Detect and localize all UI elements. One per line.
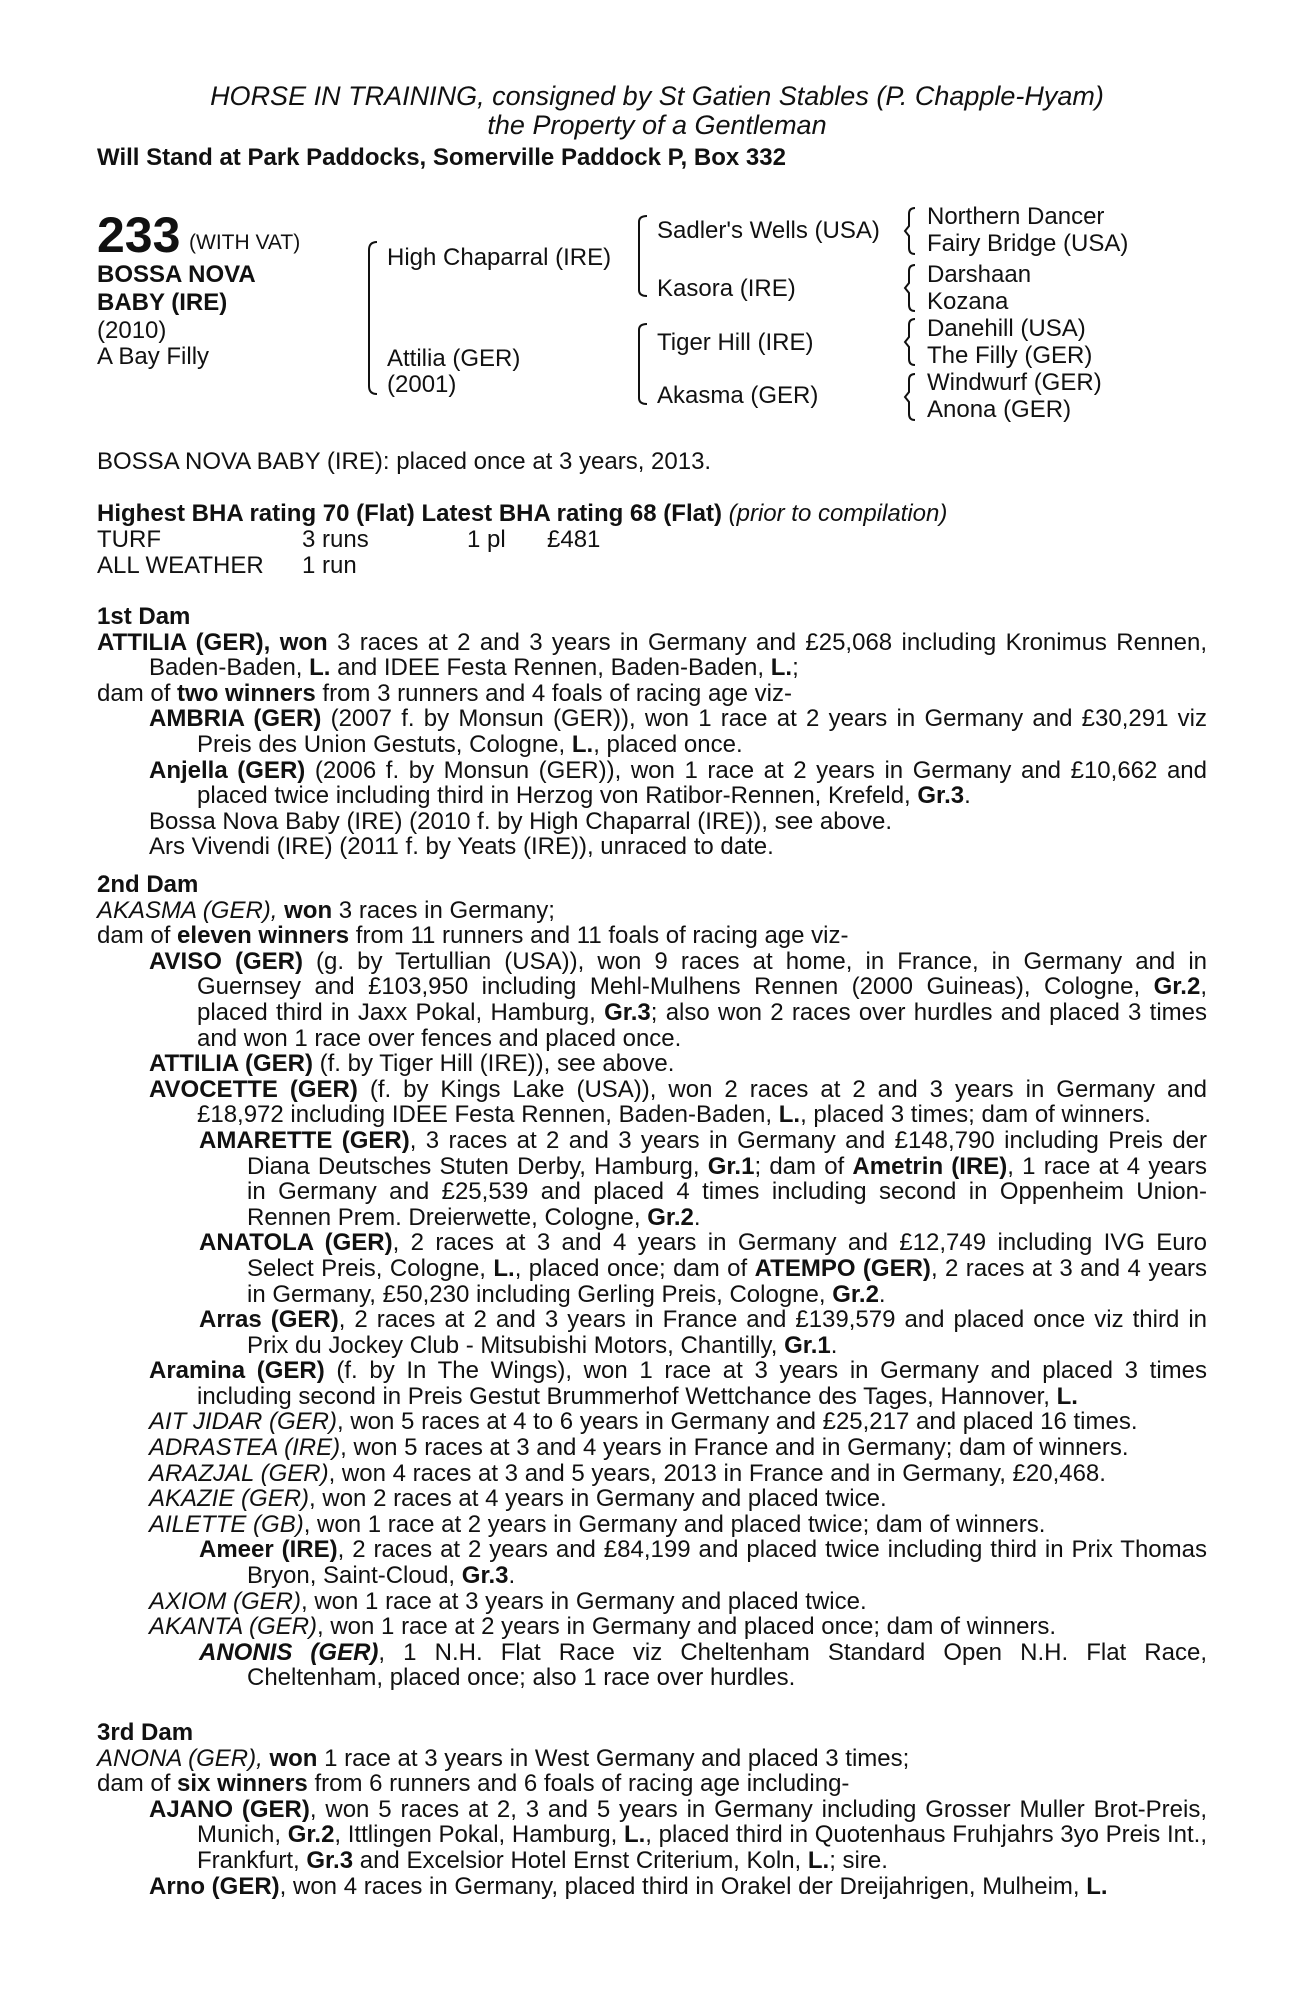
produce-anonis [97, 1640, 1207, 1691]
won-label: won [279, 628, 328, 656]
produce-ambria [97, 706, 1207, 757]
record-text: , 3 races at 2 and 3 years in Germany and £148,790 including Preis der Diana Deutsches Stuten Derby, Hamburg, [247, 1126, 1208, 1180]
turf-earnings: £481 [547, 526, 601, 553]
third-dam-section [97, 1720, 1207, 1899]
bha-rating-line [97, 501, 947, 527]
record-text: . [693, 1203, 701, 1231]
record-text: , placed once; dam of [514, 1254, 755, 1282]
record-text: . [878, 1280, 886, 1308]
horse-name-line1: BOSSA NOVA [97, 261, 256, 288]
group-label: Gr.1 [707, 1152, 755, 1180]
produce-ars-vivendi: Ars Vivendi (IRE) (2011 f. by Yeats (IRE)), unraced to date. [149, 833, 774, 861]
pedigree-bracket-sd [905, 263, 925, 319]
pedigree-ds: Tiger Hill (IRE) [657, 329, 814, 356]
produce-ailette [97, 1512, 1207, 1538]
horse-name: Ametrin (IRE) [852, 1152, 1008, 1180]
turf-runs: 3 runs [302, 526, 369, 553]
property-line: the Property of a Gentleman [487, 110, 827, 140]
produce-ameer [97, 1537, 1207, 1588]
won-label: won [284, 896, 333, 924]
group-label: Gr.3 [917, 782, 965, 810]
pedigree-sds: Darshaan [927, 261, 1032, 288]
record-text: 1 race at 3 years in West Germany and placed 3 times; [317, 1744, 910, 1772]
produce-aviso [97, 949, 1207, 1051]
record-text: , 2 races at 3 and 4 years in Germany and £12,749 including IVG Euro Select Preis, Cologne, [247, 1229, 1207, 1282]
second-dam-produce-summary [97, 923, 1207, 949]
record-text: and Excelsior Hotel Ernst Criterium, Koln, [353, 1846, 808, 1874]
record-text: , won 1 race at 2 years in Germany and placed twice; dam of winners. [303, 1510, 1046, 1538]
listed-label: L. [1086, 1872, 1108, 1900]
record-text: (g. by Tertullian (USA)), won 9 races at home, in France, in Germany and in Guernsey and £103,950 including Mehl-Mulhens Rennen (2000 Guineas), Cologne, [197, 947, 1208, 1001]
second-dam-section [97, 872, 1207, 1691]
listed-label: L. [309, 654, 331, 682]
lot-number: 233 [97, 207, 181, 263]
listed-label: L. [571, 730, 594, 758]
horse-name: ARAZJAL (GER) [149, 1459, 329, 1487]
pedigree-bracket-dam [637, 322, 657, 412]
record-text: , placed 3 times; dam of winners. [800, 1101, 1151, 1129]
produce-bossa-nova-baby: Bossa Nova Baby (IRE) (2010 f. by High Chaparral (IRE)), see above. [149, 807, 892, 835]
group-label: Gr.2 [832, 1280, 879, 1308]
record-text: (2007 f. by Monsun (GER)), won 1 race at 2 years in Germany and £30,291 viz Preis des Union Gestuts, Cologne, [197, 705, 1207, 758]
pedigree-sdd: Kozana [927, 288, 1009, 315]
horse-name: AIT JIDAR (GER) [149, 1408, 338, 1436]
produce-anatola [97, 1230, 1207, 1307]
horse-name: ANONIS (GER) [199, 1638, 379, 1666]
horse-name: AXIOM (GER) [149, 1587, 302, 1615]
record-text: , placed once. [593, 730, 743, 758]
pedigree-ss: Sadler's Wells (USA) [657, 217, 880, 244]
pedigree-bracket-sire [637, 214, 657, 304]
turf-label: TURF [97, 526, 161, 553]
winners-count: two winners [177, 679, 316, 707]
record-text: from 3 runners and 4 foals of racing age viz- [315, 679, 792, 707]
record-text: , won 2 races at 4 years in Germany and placed twice. [309, 1485, 887, 1513]
horse-year: (2010) [97, 317, 167, 344]
horse-name-line2: BABY (IRE) [97, 289, 228, 316]
third-dam-name: ANONA (GER), [97, 1744, 263, 1772]
record-text: , 2 races at 2 years and £84,199 and placed twice including third in Prix Thomas Bryon, Saint-Cloud, [247, 1536, 1207, 1590]
first-dam-record [97, 630, 1207, 681]
listed-label: L. [493, 1254, 515, 1282]
horse-name: Aramina (GER) [149, 1357, 325, 1385]
horse-name: AVISO (GER) [149, 947, 303, 975]
pedigree-dam: Attilia (GER) [387, 345, 521, 372]
pedigree-dd: Akasma (GER) [657, 382, 819, 409]
record-text: , won 4 races in Germany, placed third in Orakel der Dreijahrigen, Mulheim, [279, 1872, 1087, 1900]
record-text: and IDEE Festa Rennen, Baden-Baden, [330, 654, 771, 682]
record-text: , won 4 races at 3 and 5 years, 2013 in France and in Germany, £20,468. [328, 1459, 1106, 1487]
winners-count: six winners [177, 1770, 308, 1798]
record-text: ; also won 2 races over hurdles and placed 3 times and won 1 race over fences and placed once. [197, 998, 1207, 1052]
second-dam-record [97, 898, 1207, 924]
pedigree-bracket-dd [905, 372, 925, 428]
horse-name: Arras (GER) [199, 1306, 339, 1334]
record-text: (f. by Tiger Hill (IRE)), see above. [312, 1050, 675, 1078]
rating-note: (prior to compilation) [728, 500, 948, 527]
pedigree-sire: High Chaparral (IRE) [387, 244, 612, 271]
pedigree-bracket-ds [905, 317, 925, 373]
group-label: Gr.2 [1153, 973, 1201, 1001]
produce-amarette [97, 1128, 1207, 1230]
horse-name: ANATOLA (GER) [199, 1229, 393, 1257]
stand-location: Will Stand at Park Paddocks, Somerville Paddock P, Box 332 [97, 144, 786, 171]
winners-count: eleven winners [177, 922, 350, 950]
group-label: Gr.1 [784, 1331, 831, 1359]
produce-arazjal [97, 1461, 1207, 1487]
listed-label: L. [807, 1846, 830, 1874]
record-text: dam of [97, 679, 178, 707]
listed-label: L. [1056, 1382, 1078, 1410]
horse-name: Ameer (IRE) [199, 1536, 338, 1564]
record-text: 3 races at 2 and 3 years in Germany and £25,068 including Kronimus Rennen, Baden-Baden, [149, 628, 1208, 682]
pedigree-dds: Windwurf (GER) [927, 369, 1102, 396]
first-dam-heading: 1st Dam [97, 603, 191, 630]
horse-description: A Bay Filly [97, 343, 210, 370]
group-label: Gr.2 [287, 1821, 335, 1849]
record-text: ; dam of [754, 1152, 853, 1180]
produce-attilia [97, 1051, 1207, 1077]
produce-arno [97, 1874, 1207, 1900]
pedigree-dss: Danehill (USA) [927, 315, 1086, 342]
race-summary: BOSSA NOVA BABY (IRE): placed once at 3 years, 2013. [97, 448, 712, 475]
record-text: , 1 N.H. Flat Race viz Cheltenham Standard Open N.H. Flat Race, Cheltenham, placed once; also 1 race over hurdles. [247, 1638, 1207, 1692]
group-label: Gr.3 [461, 1562, 509, 1590]
horse-name: ATTILIA (GER) [149, 1050, 313, 1078]
record-text: ; [792, 654, 799, 682]
record-text: . [830, 1331, 838, 1359]
horse-name: AKANTA (GER) [149, 1613, 318, 1641]
listed-label: L. [770, 654, 793, 682]
record-text: ; sire. [829, 1846, 888, 1874]
group-label: Gr.3 [306, 1846, 354, 1874]
produce-avocette [97, 1077, 1207, 1128]
horse-name: Anjella (GER) [149, 756, 306, 784]
record-text: , 2 races at 2 and 3 years in France and £139,579 and placed once viz third in Prix du Jockey Club - Mitsubishi Motors, Chantilly, [247, 1306, 1208, 1359]
horse-name: AVOCETTE (GER) [149, 1075, 358, 1103]
horse-name: Arno (GER) [149, 1872, 280, 1900]
vat-label: (WITH VAT) [189, 231, 301, 254]
first-dam-name: ATTILIA (GER), [97, 628, 271, 656]
second-dam-heading: 2nd Dam [97, 871, 199, 898]
record-text: (f. by In The Wings), won 1 race at 3 years in Germany and placed 3 times including second in Preis Gestut Brummerhof Wettchance des Tages, Hannover, [197, 1357, 1207, 1410]
record-text: , won 5 races at 3 and 4 years in France and in Germany; dam of winners. [340, 1434, 1129, 1462]
record-text: (f. by Kings Lake (USA)), won 2 races at 2 and 3 years in Germany and £18,972 including IDEE Festa Rennen, Baden-Baden, [197, 1075, 1207, 1129]
record-text: , won 1 race at 3 years in Germany and placed twice. [301, 1587, 867, 1615]
listed-label: L. [778, 1101, 801, 1129]
bha-rating: Highest BHA rating 70 (Flat) Latest BHA rating 68 (Flat) [97, 500, 722, 527]
record-text: (2006 f. by Monsun (GER)), won 1 race at 2 years in Germany and £10,662 and placed twice including third in Herzog von Ratibor-Rennen, Krefeld, [197, 756, 1207, 810]
record-text: , Ittlingen Pokal, Hamburg, [334, 1821, 624, 1849]
produce-adrastea [97, 1435, 1207, 1461]
record-text: . [508, 1562, 516, 1590]
pedigree-ssd: Fairy Bridge (USA) [927, 230, 1129, 257]
turf-placed: 1 pl [467, 526, 506, 553]
produce-aramina [97, 1358, 1207, 1409]
record-text: . [964, 782, 971, 810]
third-dam-heading: 3rd Dam [97, 1719, 194, 1746]
listed-label: L. [623, 1821, 646, 1849]
won-label: won [269, 1744, 318, 1772]
horse-name: AMBRIA (GER) [149, 705, 322, 733]
aw-runs: 1 run [302, 552, 357, 579]
produce-axiom [97, 1589, 1207, 1615]
pedigree-dam-year: (2001) [387, 371, 457, 398]
record-text: , 2 races at 3 and 4 years in Germany, £50,230 including Gerling Preis, Cologne, [247, 1254, 1208, 1308]
first-dam-section [97, 604, 1207, 860]
pedigree-bracket-ss [905, 206, 925, 262]
pedigree-sd: Kasora (IRE) [657, 275, 796, 302]
produce-arras [97, 1307, 1207, 1358]
record-text: , 1 race at 4 years in Germany and £25,539 and placed 4 times including second in Oppenheim Union-Rennen Prem. Dreierwette, Cologne, [247, 1152, 1208, 1231]
second-dam-name: AKASMA (GER), [97, 896, 278, 924]
pedigree-dsd: The Filly (GER) [927, 342, 1093, 369]
produce-ait-jidar [97, 1409, 1207, 1435]
horse-name: AJANO (GER) [149, 1795, 310, 1823]
horse-name: AKAZIE (GER) [149, 1485, 310, 1513]
consignor-line: HORSE IN TRAINING, consigned by St Gatien Stables (P. Chapple-Hyam) [210, 81, 1104, 111]
pedigree-bracket-main [367, 240, 387, 400]
produce-akanta [97, 1614, 1207, 1640]
record-text: , won 1 race at 2 years in Germany and placed once; dam of winners. [317, 1613, 1057, 1641]
record-text: from 6 runners and 6 foals of racing age including- [307, 1770, 850, 1798]
horse-name: AILETTE (GB) [149, 1510, 304, 1538]
group-label: Gr.3 [604, 998, 651, 1026]
horse-name: ADRASTEA (IRE) [149, 1434, 341, 1462]
horse-name: AMARETTE (GER) [199, 1126, 410, 1154]
first-dam-produce-summary [97, 681, 1207, 707]
record-text: dam of [97, 1770, 178, 1798]
record-text: 3 races in Germany; [332, 896, 555, 924]
record-text: dam of [97, 922, 178, 950]
record-text: , placed third in Quotenhaus Fruhjahrs 3yo Preis Int., Frankfurt, [197, 1821, 1208, 1874]
record-text: from 11 runners and 11 foals of racing age viz- [349, 922, 849, 950]
horse-name: ATEMPO (GER) [754, 1254, 931, 1282]
group-label: Gr.2 [647, 1203, 694, 1231]
pedigree-ddd: Anona (GER) [927, 396, 1072, 423]
record-text: , won 5 races at 2, 3 and 5 years in Germany including Grosser Muller Brot-Preis, Munich, [197, 1795, 1207, 1849]
aw-label: ALL WEATHER [97, 552, 264, 579]
produce-ajano [97, 1797, 1207, 1874]
produce-akazie [97, 1486, 1207, 1512]
record-text: , won 5 races at 4 to 6 years in Germany and £25,217 and placed 16 times. [337, 1408, 1138, 1436]
third-dam-record [97, 1746, 1207, 1772]
third-dam-produce-summary [97, 1771, 1207, 1797]
record-text: , placed third in Jaxx Pokal, Hamburg, [197, 973, 1207, 1026]
pedigree-sss: Northern Dancer [927, 203, 1105, 230]
produce-anjella [97, 758, 1207, 809]
